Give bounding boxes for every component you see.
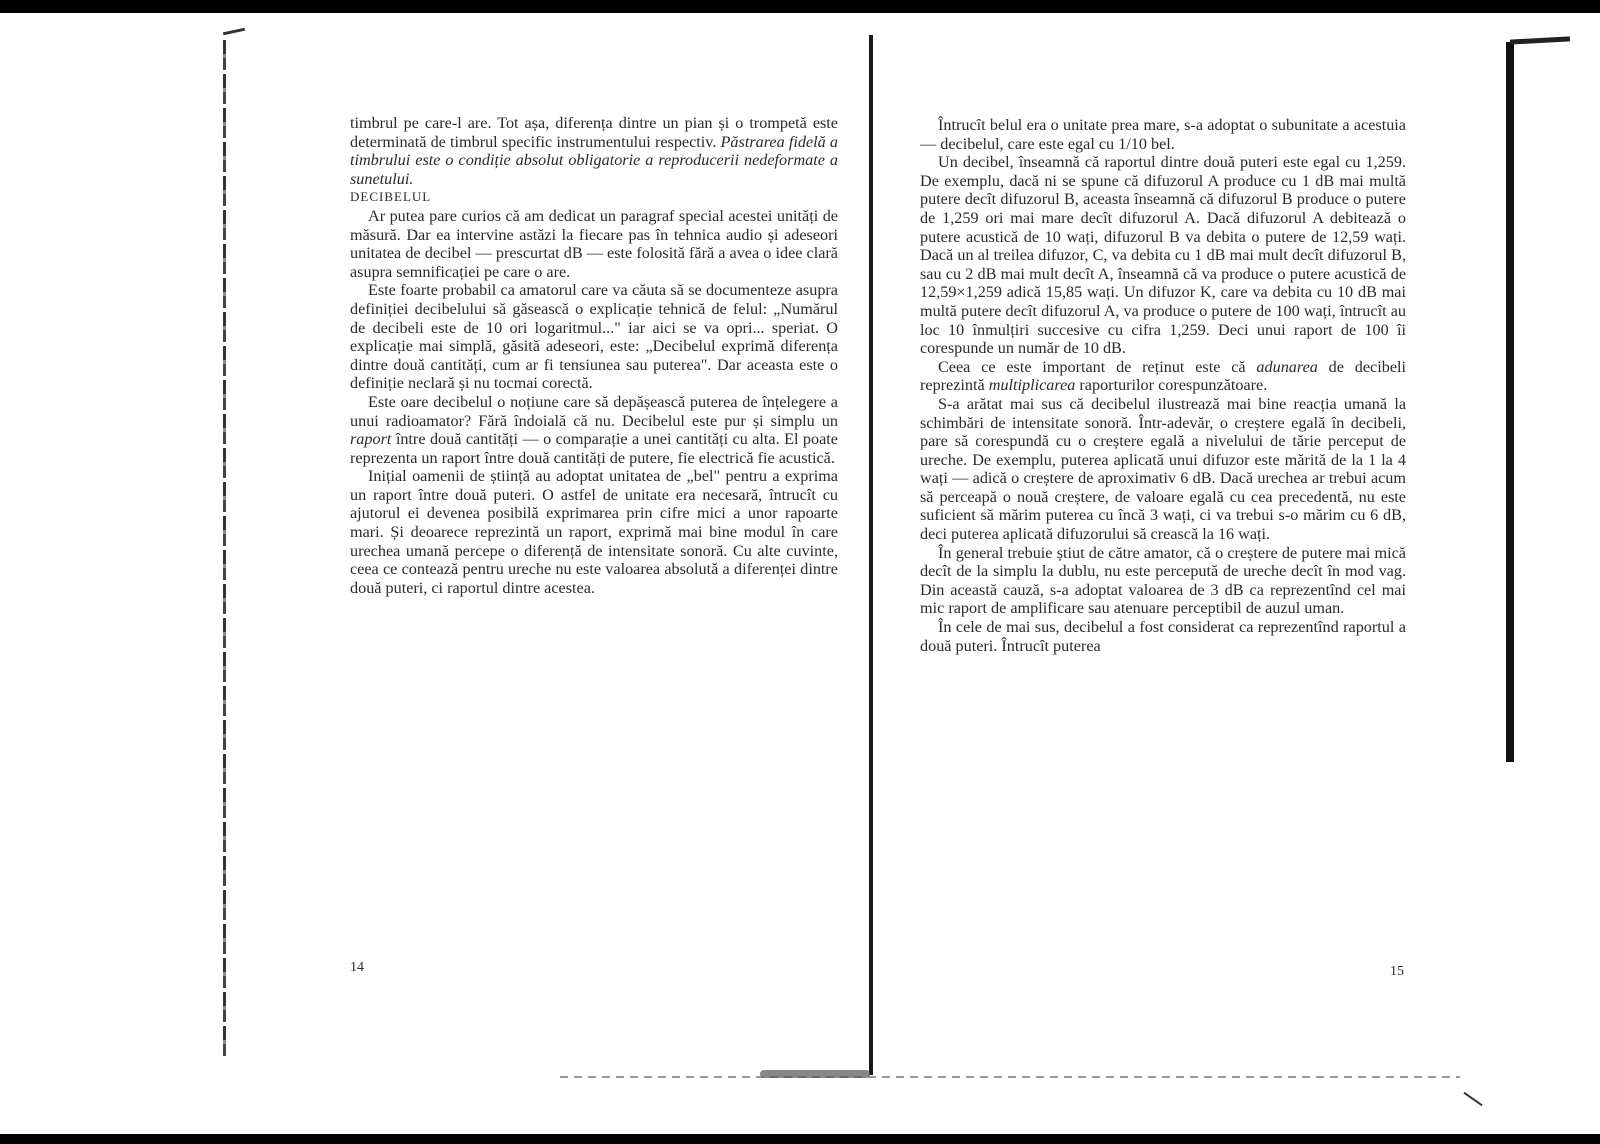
paragraph: Inițial oamenii de știință au adoptat unitatea de „bel" pentru a exprima un raport între două puteri. O astfel de unitate era necesară, întrucît cu ajutorul ei devenea posibilă exprimarea prin cifre mici a unor rapoarte mari. Și deoarece reprezintă un raport, exprimă mai bine modul în care urechea umană percepe o diferență de intensitate sonoră. Cu alte cuvinte, ceea ce contează pentru ureche nu este valoarea absolută a diferenței dintre două puteri, ci raportul dintre acestea. xyxy=(350,467,838,597)
italic-text: multiplicarea xyxy=(988,376,1076,395)
bottom-scan-smudge xyxy=(560,1076,1460,1078)
paragraph xyxy=(920,358,1406,395)
paragraph: Un decibel, înseamnă că raportul dintre două puteri este egal cu 1,259. De exemplu, dacă ni se spune că difuzorul A produce cu 1 dB mai multă putere decît difuzorul B, aceasta înseamnă că difuzorul B produce o putere de 1,259 ori mai mare decît difuzorul A. Dacă difuzorul A debitează o putere acustică de 10 wați, difuzorul B va debita o putere de 12,59 wați. Dacă un al treilea difuzor, C, va debita cu 1 dB mai mult decît difuzorul B, sau cu 2 dB mai mult decît A, înseamnă că va produce o putere acustică de 12,59×1,259 adică 15,85 wați. Un difuzor K, care va debita cu 10 dB mai multă putere decît difuzorul A, va produce o putere de 100 wați, întrucît au loc 10 înmulțiri succesive cu cifra 1,259. Deci unui raport de 100 îi corespunde un număr de 10 dB. xyxy=(920,153,1406,358)
scan-top-border xyxy=(0,0,1600,13)
bottom-dark-smudge xyxy=(760,1070,870,1078)
text: între două cantități — o comparație a unei cantități cu alta. El poate reprezenta un raport între două cantități de putere, fie electrică fie acustică. xyxy=(350,430,838,467)
paragraph: S-a arătat mai sus că decibelul ilustrează mai bine reacția umană la schimbări de intensitate sonoră. Într-adevăr, o creștere egală în decibeli, pare să corespundă cu o creștere egală a nivelului de tărie perceput de ureche. De exemplu, puterea aplicată unui difuzor este mărită de la 1 la 4 wați — adică o creștere de aproximativ 6 dB. Dacă urechea ar trebui acum să perceapă o nouă creștere, de valoare egală cu cea precedentă, nu este suficient să mărim puterea cu încă 3 wați, ci va trebui s-o mărim cu 6 dB, deci puterea aplicată difuzorului să crească la 16 wați. xyxy=(920,394,1406,544)
paragraph: În cele de mai sus, decibelul a fost considerat ca reprezentînd raportul a două puteri. Întrucît puterea xyxy=(920,618,1406,655)
italic-text: adunarea xyxy=(1256,357,1318,376)
text: Ceea ce este important de reținut este că xyxy=(938,357,1257,376)
text: raporturilor corespunzătoare. xyxy=(1075,376,1268,395)
right-page-corner xyxy=(1510,36,1570,44)
book-spine xyxy=(869,35,873,1075)
paragraph: În general trebuie știut de către amator, că o creștere de putere mai mică decît de la simplu la dublu, nu este percepută de ureche decît în mod vag. Din această cauză, s-a adoptat valoarea de 3 dB ca reprezentînd cel mai mic raport de amplificare sau atenuare perceptibil de auzul uman. xyxy=(920,543,1406,618)
corner-mark xyxy=(1463,1092,1482,1106)
paragraph: Ar putea pare curios că am dedicat un paragraf special acestei unități de măsură. Dar ea intervine astăzi la fiecare pas în tehnica audio și adeseori unitatea de decibel — prescurtat dB — este folosită fără a avea o idee clară asupra semnificației pe care o are. xyxy=(350,206,838,281)
left-page-corner xyxy=(223,28,245,36)
text: timbrul pe care-l are. Tot așa, diferența dintre un pian și o trompetă este determinată de timbrul specific instrumentului respectiv. xyxy=(350,114,838,151)
left-page-edge xyxy=(223,40,226,1060)
scan-bottom-border xyxy=(0,1134,1600,1144)
right-page xyxy=(920,116,1406,655)
paragraph: Este foarte probabil ca amatorul care va căuta să se documenteze asupra definiției decibelului să găsească o explicație tehnică de felul: „Numărul de decibeli este de 10 ori logaritmul..." iar aici se va opri... speriat. O explicație mai simplă, găsită adeseori, este: „Decibelul exprimă diferența dintre două cantități, cum ar fi tensiunea sau puterea". Dar aceasta este o definiție neclară și nu tocmai corectă. xyxy=(350,281,838,393)
paragraph xyxy=(350,114,838,188)
paragraph: Întrucît belul era o unitate prea mare, s-a adoptat o subunitate a acestuia — decibelul, care este egal cu 1/10 bel. xyxy=(920,116,1406,153)
left-page xyxy=(350,114,838,597)
italic-text: raport xyxy=(350,430,392,449)
italic-text: Păstrarea fidelă a timbrului este o condiție absolut obligatorie a reproducerii nedeformate a sunetului. xyxy=(350,132,838,188)
section-heading: DECIBELUL xyxy=(350,189,432,205)
text: de decibeli reprezintă xyxy=(920,357,1406,395)
text: Este oare decibelul o noțiune care să depășească puterea de înțelegere a unui radioamator? Fără îndoială că nu. Decibelul este pur și simplu un xyxy=(350,392,838,430)
paragraph xyxy=(350,393,838,467)
right-page-edge xyxy=(1506,42,1514,762)
page-number-right: 15 xyxy=(1390,964,1404,979)
page-number-left: 14 xyxy=(350,960,364,975)
